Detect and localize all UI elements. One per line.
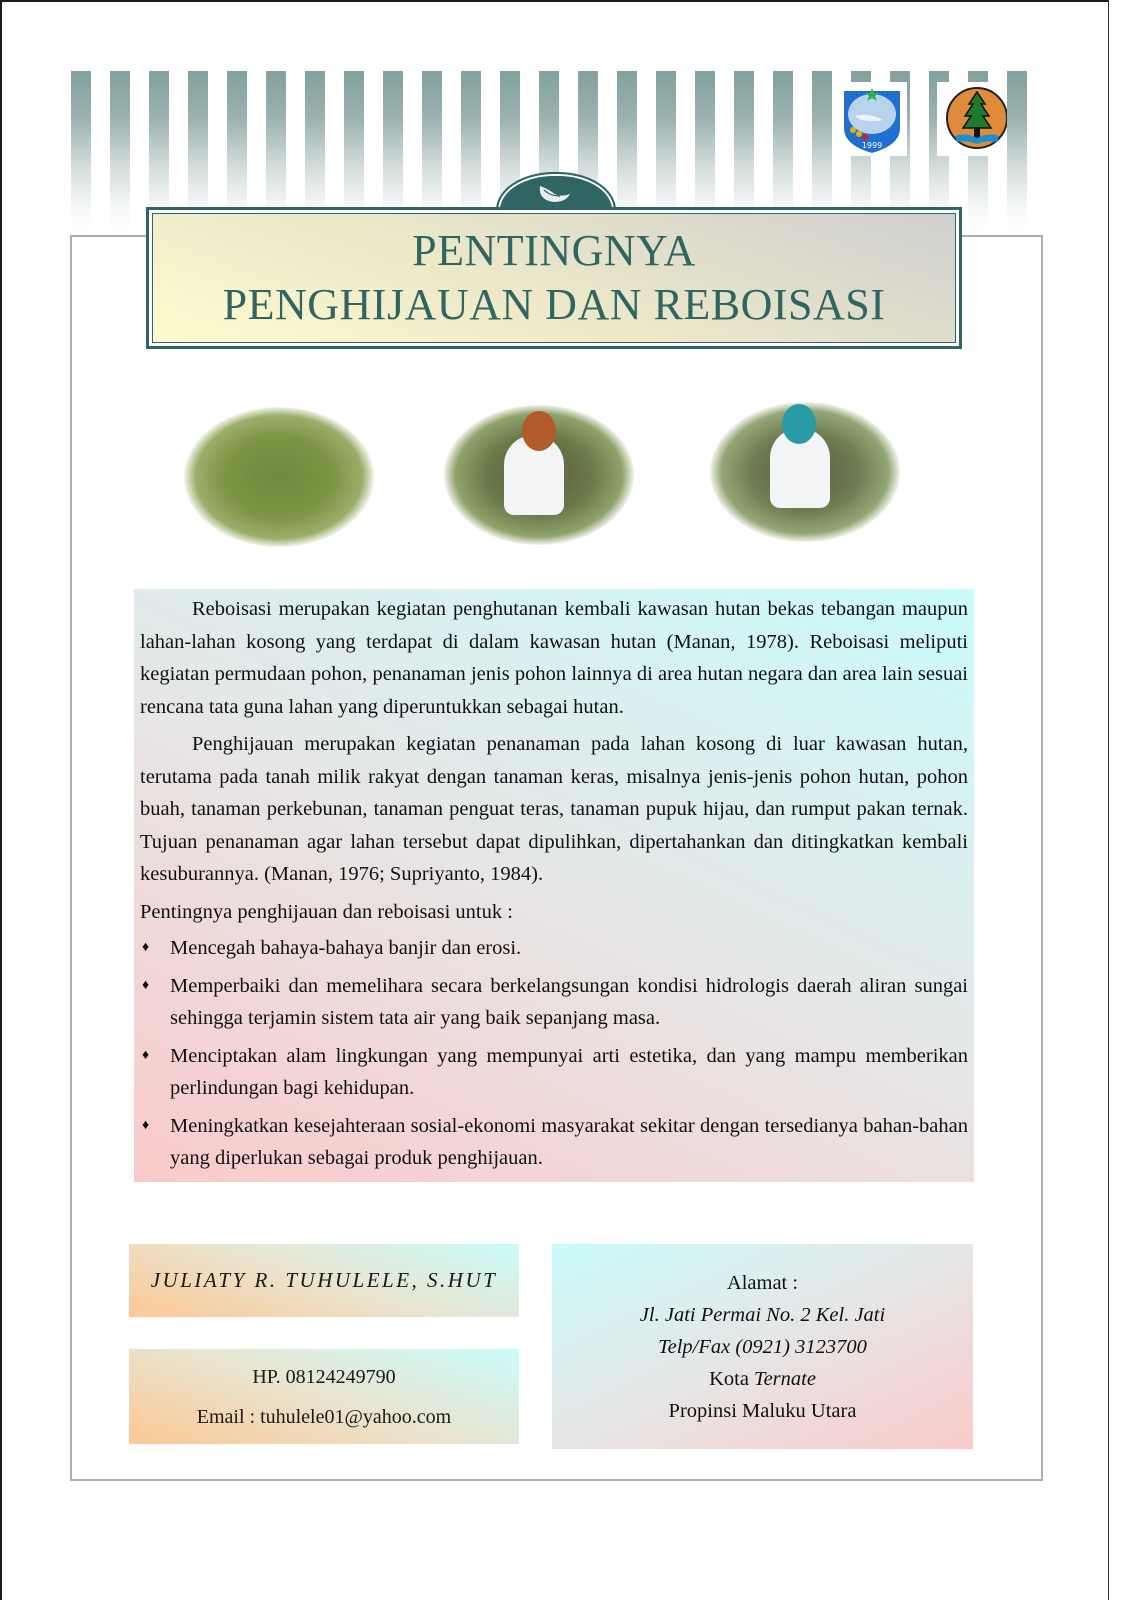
author-name-box — [129, 1244, 519, 1317]
title-banner-inner — [152, 213, 956, 343]
list-item — [140, 1040, 968, 1105]
photo-row — [182, 402, 922, 552]
address-city-prefix: Kota — [709, 1367, 755, 1390]
photo-planting-2 — [710, 402, 900, 542]
title-banner — [146, 207, 962, 349]
author-name: JULIATY R. TUHULELE, S.HUT — [150, 1268, 498, 1292]
main-text-panel — [134, 589, 974, 1182]
list-item — [140, 970, 968, 1035]
hijab-figure — [522, 411, 556, 451]
list-item — [140, 932, 968, 965]
author-phone: HP. 08124249790 — [252, 1365, 396, 1388]
crest-icon — [837, 82, 907, 156]
list-item-text: Menciptakan alam lingkungan yang mempunyai arti estetika, dan yang mampu memberikan perlindungan bagi kehidupan. — [170, 1044, 968, 1099]
stripe-decoration — [110, 71, 130, 231]
address-box — [552, 1244, 973, 1449]
list-item-text: Mencegah bahaya-bahaya banjir dan erosi. — [170, 937, 522, 959]
logos — [837, 82, 1017, 156]
diamond-bullet-icon: ♦ — [142, 1047, 150, 1063]
paragraph-reboisasi: Reboisasi merupakan kegiatan penghutanan kembali kawasan hutan bekas tebangan maupun lahan-lahan kosong yang terdapat di dalam kawasan hutan (Manan, 1978). Reboisasi meliputi kegiatan permudaan pohon, penanaman jenis pohon lainnya di area hutan negara dan area lain sesuai rencana tata guna lahan yang diperuntukkan sebagai hutan. — [140, 598, 968, 718]
author-email: Email : tuhulele01@yahoo.com — [196, 1405, 452, 1428]
diamond-bullet-icon: ♦ — [142, 1117, 150, 1133]
address-street: Jl. Jati Permai No. 2 Kel. Jati — [639, 1303, 886, 1326]
regency-crest-logo — [837, 82, 907, 156]
list-item-text: Meningkatkan kesejahteraan sosial-ekonomi masyarakat sekitar dengan tersedianya bahan-bahan yang diperlukan sebagai produk penghijauan. — [170, 1114, 968, 1169]
paragraph-penghijauan: Penghijauan merupakan kegiatan penanaman pada lahan kosong di luar kawasan hutan, terutama pada tanah milik rakyat dengan tanaman keras, misalnya jenis-jenis pohon hutan, pohon buah, tanaman perkebunan, tanaman penguat teras, tanaman pupuk hijau, dan rumput pakan ternak. Tujuan penanaman agar lahan tersebut dapat dipulihkan, dipertahankan dan ditingkatkan kembali kesuburannya. (Manan, 1976; Supriyanto, 1984). — [140, 733, 968, 885]
address-province: Propinsi Maluku Utara — [668, 1399, 857, 1422]
address-telfax: Telp/Fax (0921) 3123700 — [658, 1335, 867, 1358]
photo-empty-land — [184, 407, 374, 547]
address-city-line — [709, 1363, 816, 1395]
page-title-line-2: PENGHIJAUAN DAN REBOISASI — [222, 280, 886, 329]
diamond-bullet-icon: ♦ — [142, 940, 150, 955]
page-title-line-1: PENTINGNYA — [412, 226, 696, 275]
address-city: Ternate — [754, 1367, 816, 1390]
list-item-text: Memperbaiki dan memelihara secara berkelangsungan kondisi hidrologis daerah aliran sungai sehingga terjamin sistem tata air yang baik sepanjang masa. — [170, 974, 968, 1029]
benefits-list — [140, 932, 968, 1175]
forestry-ministry-logo — [937, 82, 1007, 156]
svg-text:1999: 1999 — [861, 141, 883, 150]
list-item — [140, 1110, 968, 1175]
diamond-bullet-icon: ♦ — [142, 977, 150, 993]
photo-planting-1 — [444, 405, 634, 545]
tree-emblem-icon — [937, 82, 1007, 156]
author-contact-box — [129, 1349, 519, 1444]
address-label: Alamat : — [726, 1271, 799, 1294]
hijab-figure — [782, 404, 816, 444]
page-margin — [1108, 0, 1131, 1600]
stripe-decoration — [71, 71, 91, 231]
list-lead: Pentingnya penghijauan dan reboisasi untuk : — [140, 900, 513, 923]
